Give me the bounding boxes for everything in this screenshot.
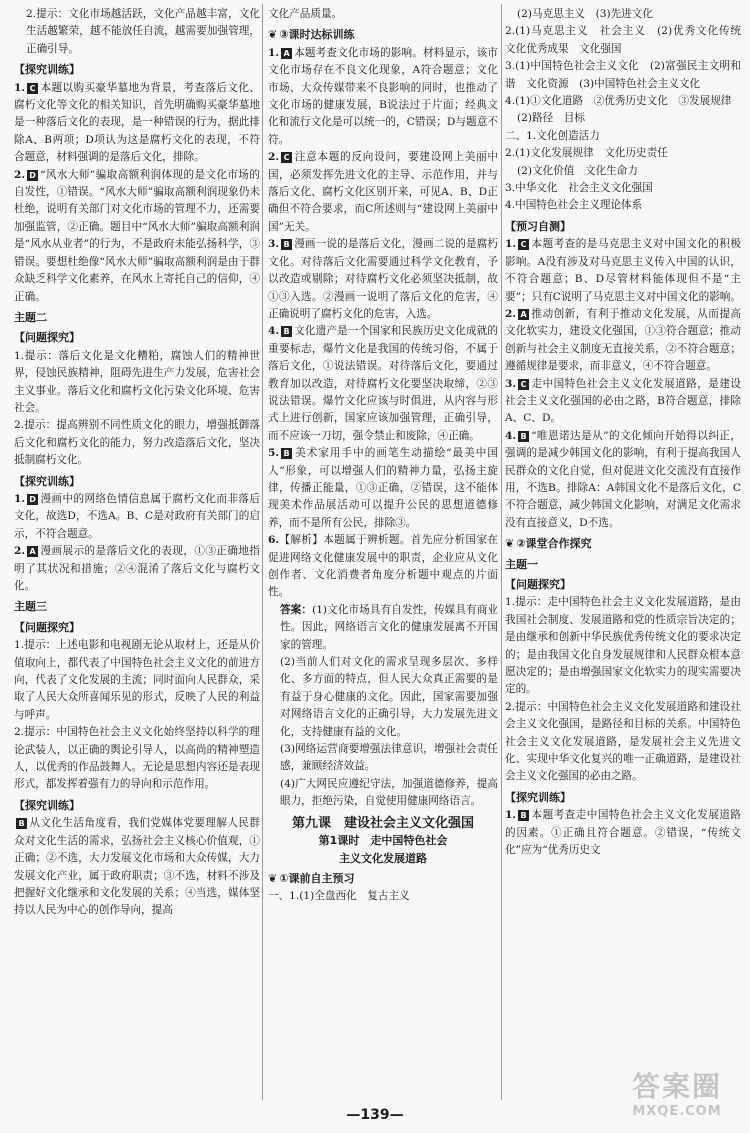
answer-text: (1)文化市场具有自发性，传媒具有商业性。因此，网络语言文化的健康发展离不开国家的管理。	[280, 603, 498, 651]
column-divider	[262, 4, 263, 1100]
chapter-title: 第九课 建设社会主义文化强国	[291, 815, 474, 831]
answer-text: (2)路径 目标	[517, 112, 585, 125]
section-heading: 【探究训练】	[505, 790, 571, 804]
column-3: (2)马克思主义 (3)先进文化 2.(1)马克思主义 社会主义 (2)优秀文化传统 文化优秀成果 文化强国 3.(1)中国特色社会主义文化 (2)富强民主文明和谐 文化资源 (3)中国特色社会主义文化 4.(1)①文化道路 ②优秀历史文化 ③发展规律 (2)路径 目标 二、1.文化创造活力 2.(1)文化发展规律 文化历史责任 (2)文化价值 文化生命力 3.中华文化 社会主义文化强国 4.中国特色社会主义理论体系 【预习自测】 1. C 本题考查的是马克思主义对中国文化的积极影响。A没有涉及对马克思主义传入中国的认识，不符合题意；B、D尽管材料能体现但不是“主要”；只有C说明了马克思主义对中国文化的影响。 2. A 推动创新，有利于推动文化发展，从而提高文化软实力，建设文化强国，①③符合题意；推动创新与社会主义制度无直接关系，②不符合题意；遵循规律是要求，而非意义，④不符合题意。 3. C 走中国特色社会主义文化发展道路，是建设社会主义文化强国的必由之路，B符合题意，排除A、C、D。 4. B “唯恩诺达是从”的文化倾向开始得以纠正，强调的是减少韩国文化的影响，有利于提高我国人民群众的文化自觉，但对促进文化交流没有直接作用，不选B。排除A：A韩国文化不是落后文化，C不符合题意，减少韩国文化影响，对满足文化需求没有直接意义，D不选。 ❦ ②课堂合作探究 主题一 【问题探究】 1.提示：走中国特色社会主义文化发展道路，是由我国社会制度、发展道路和党的性质宗旨决定的；是由继承和创新中华民族优秀传统文化的要求决定的；是由我国文化自身发展规律和人民群众根本意愿决定的；是由增强国家文化软实力的现实需要决定的。 2.提示：中国特色社会主义文化发展道路和建设社会主义文化强国，是路径和目标的关系。中国特色社会主义文化发展道路，是发展社会主义先进文化、实现中华文化复兴的唯一正确道路，是建设社会主义文化强国的必由之路。 【探究训练】 1. B 本题考查走中国特色社会主义文化发展道路的因素。①正确且符合题意。②错误，“传统文化”应为“优秀历史文	[505, 8, 741, 857]
answer-badge: B	[518, 431, 529, 442]
watermark-text: 答案圈	[631, 1070, 722, 1103]
answer-badge: D	[27, 494, 38, 505]
answer-text: (2)文化价值 文化生命力	[517, 164, 638, 177]
theme-heading: 主题三	[14, 600, 47, 614]
answer-badge: B	[518, 810, 529, 821]
answer-badge: A	[281, 48, 292, 59]
answer-text: 本题考查走中国特色社会主义文化发展道路的因素。①正确且符合题意。②错误，“传统文化”应为“优秀历史文	[505, 809, 741, 857]
answer-text: 3.中华文化 社会主义文化强国	[505, 182, 653, 195]
answer-text: “风水大师”骗取高额利润体现的是文化市场的自发性，①错误。“风水大师”骗取高额利润现象仍未杜绝，说明有关部门对文化市场的管理不力，还需要加强监管，②正确。题目中“风水大师”骗取高额利润是“风水从业者”的行为，不是政府未能弘扬科学，③错误。要想杜绝像“风水大师”骗取高额利润是由于群众缺乏科学文化素养，在风水上寄托自己的信仰，④正确。	[14, 168, 260, 303]
answer-text: 漫画中的网络色情信息属于腐朽文化而非落后文化，故选D，不选A。B、C是对政府有关部门的启示，不符合题意。	[14, 492, 260, 540]
answer-badge: A	[518, 309, 529, 320]
answer-text: 美术家用手中的画笔生动描绘“最美中国人”形象，可以增强人们的精神力量，弘扬主旋律，传播正能量，①③正确，②错误，这不能体现美术作品展活动可以提升公民的思想道德修养，而不是所有公民，排除③。	[268, 447, 498, 529]
answer-text: 【解析】本题属于辨析题。首先应分析国家在促进网络文化健康发展中的职责，企业应从文化创作者、文化消费者角度分析题中观点的片面性。	[268, 534, 498, 599]
section-heading: 【探究训练】	[14, 474, 80, 488]
answer-text: 一、1.(1)全盘西化 复古主义	[268, 890, 410, 903]
answer-text: “唯恩诺达是从”的文化倾向开始得以纠正，强调的是减少韩国文化的影响，有利于提高我国人民群众的文化自觉，但对促进文化交流没有直接作用，不选B。排除A：A韩国文化不是落后文化，C不符合题意，减少韩国文化影响，对满足文化需求没有直接意义，D不选。	[505, 429, 741, 529]
answer-text: 文化遗产是一个国家和民族历史文化成就的重要标志，爆竹文化是我国的传统习俗，不属于落后文化，①说法错误。对待落后文化，要通过教育加以改造，对待腐朽文化要坚决取缔，②③说法错误。爆竹文化应该与时俱进，从内容与形式上进行创新，国家应该加强管理，正确引导，而不应该一刀切，强令禁止和废除，④正确。	[268, 325, 498, 442]
answer-text: 推动创新，有利于推动文化发展，从而提高文化软实力，建设文化强国，①③符合题意；推动创新与社会主义制度无直接关系，②不符合题意；遵循规律是要求，而非意义，④不符合题意。	[505, 307, 741, 373]
answer-label: 答案：	[280, 603, 313, 616]
answer-badge: B	[281, 239, 292, 250]
answer-text: 漫画展示的是落后文化的表现，①③正确地指明了其状况和措施；②④混淆了落后文化与腐朽文化。	[14, 545, 260, 592]
section-heading: ③课时达标训练	[279, 28, 355, 42]
answer-badge: C	[518, 239, 529, 250]
answer-text: 2.提示：提高辨别不同性质文化的眼力，增强抵御落后文化和腐朽文化的能力，努力改造落后文化，坚决抵制腐朽文化。	[14, 419, 260, 467]
paragraph: 2.提示：文化市场越活跃，文化产品越丰富，文化生活越繁荣，越不能放任自流，越需要加强管理，正确引导。	[26, 8, 260, 55]
page-number: —139—	[346, 1107, 404, 1123]
leaf-icon: ❦	[505, 537, 515, 551]
section-heading: 【问题探究】	[14, 620, 80, 634]
section-heading: 【预习自测】	[505, 219, 571, 233]
section-heading: 【探究训练】	[14, 798, 80, 812]
answer-text: 3.(1)中国特色社会主义文化 (2)富强民主文明和谐 文化资源 (3)中国特色社会主义文化	[505, 60, 741, 90]
watermark-url: MXQE.COM	[632, 1104, 722, 1119]
section-heading: 【问题探究】	[505, 578, 571, 591]
answer-text: 4.中国特色社会主义理论体系	[505, 199, 643, 212]
paragraph: 文化产品质量。	[268, 8, 343, 20]
answer-text: 从文化生活角度看，我们党媒体党要理解人民群众对文化生活的需求，弘扬社会主义核心价值观，①正确；②不选，大力发展文化市场和大众传媒，大力发展文化产业，属于政府职责；③不选，材料不涉及把握好文化继承和文化发展的关系；④当选，媒体坚持以人民为中心的创作导向，提高	[14, 817, 260, 917]
answer-badge: C	[518, 379, 529, 390]
theme-heading: 主题二	[14, 310, 47, 324]
answer-text: (2)当前人们对文化的需求呈现多层次、多样化、多方面的特点，但人民大众真正需要的是有益于身心健康的文化。因此，国家需要加强对网络语言文化的正确引导，大力发展先进文化，支持健康有益的文化。	[280, 656, 498, 738]
answer-text: 2.提示：中国特色社会主义文化发展道路和建设社会主义文化强国，是路径和目标的关系。中国特色社会主义文化发展道路，是发展社会主义先进文化、实现中华文化复兴的唯一正确道路，是建设社会主义文化强国的必由之路。	[505, 700, 741, 783]
answer-badge: C	[27, 83, 38, 94]
column-2: 文化产品质量。 ❦ ③课时达标训练 1. A 本题考查文化市场的影响。材料显示，该市文化市场存在不良文化现象，A符合题意；文化市场、大众传媒带来不良影响的同时，也推动了文化市场的健康发展，B说法过于片面；经典文化和流行文化是可以统一的，C错误；D与题意不符。 2. C 注意本题的反向设问，要建设网上美丽中国，必须发挥先进文化的主导、示范作用，并与落后文化、腐朽文化区别开来，可见A、B、D正确但不符合要求，而C所述则与“建设网上美丽中国”无关。 3. B 漫画一说的是落后文化，漫画二说的是腐朽文化。对待落后文化需要通过科学文化教育，予以改造或剔除；对待腐朽文化必须坚决抵制，故①③入选。②漫画一说明了落后文化的危害，④正确说明了腐朽文化的危害，入选。 4. B 文化遗产是一个国家和民族历史文化成就的重要标志，爆竹文化是我国的传统习俗，不属于落后文化，①说法错误。对待落后文化，要通过教育加以改造，对待腐朽文化要坚决取缔，②③说法错误。爆竹文化应该与时俱进，从内容与形式上进行创新，国家应该加强管理，正确引导，而不应该一刀切，强令禁止和废除，④正确。 5. B 美术家用手中的画笔生动描绘“最美中国人”形象，可以增强人们的精神力量，弘扬主旋律，传播正能量，①③正确，②错误，这不能体现美术作品展活动可以提升公民的思想道德修养，而不是所有公民，排除③。 6.【解析】本题属于辨析题。首先应分析国家在促进网络文化健康发展中的职责，企业应从文化创作者、文化消费者角度分析题中观点的片面性。 答案：(1)文化市场具有自发性，传媒具有商业性。因此，网络语言文化的健康发展离不开国家的管理。 (2)当前人们对文化的需求呈现多层次、多样化、多方面的特点，但人民大众真正需要的是有益于身心健康的文化。因此，国家需要加强对网络语言文化的正确引导，大力发展先进文化，支持健康有益的文化。 (3)网络运营商要增强法律意识，增强社会责任感，兼顾经济效益。 (4)广大网民应遵纪守法，加强道德修养，提高眼力，拒绝污染，自觉使用健康网络语言。 第九课 建设社会主义文化强国 第1课时 走中国特色社会 主义文化发展道路 ❦ ①课前自主预习 一、1.(1)全盘西化 复古主义	[268, 6, 498, 1104]
answer-text: 本题考查的是马克思主义对中国文化的积极影响。A没有涉及对马克思主义传入中国的认识，不符合题意；B、D尽管材料能体现但不是“主要”；只有C说明了马克思主义对中国文化的影响。	[505, 238, 741, 303]
section-heading: 【探究训练】	[14, 63, 80, 77]
column-1: 2.提示：文化市场越活跃，文化产品越丰富，文化生活越繁荣，越不能放任自流，越需要加强管理，正确引导。 【探究训练】 1. C 本题以购买豪华墓地为背景，考查落后文化、腐朽文化等文化的相关知识，首先明确购买豪华墓地是一种落后文化的表现，是一种错误的行为，据此排除A、B两项；D项认为这是腐朽文化的表现，不符合题意，材料强调的是落后文化，排除。 2. D “风水大师”骗取高额利润体现的是文化市场的自发性，①错误。“风水大师”骗取高额利润现象仍未杜绝，说明有关部门对文化市场的管理不力，还需要加强监管，②正确。题目中“风水大师”骗取高额利润是“风水从业者”的行为，不是政府未能弘扬科学，③错误。要想杜绝像“风水大师”骗取高额利润是由于群众缺乏科学文化素养，在风水上寄托自己的信仰，④正确。 主题二 【问题探究】 1.提示：落后文化是文化糟粕，腐蚀人们的精神世界，侵蚀民族精神，阻碍先进生产力发展，危害社会主义事业。落后文化和腐朽文化污染文化环境、危害社会。 2.提示：提高辨别不同性质文化的眼力，增强抵御落后文化和腐朽文化的能力，努力改造落后文化，坚决抵制腐朽文化。 【探究训练】 1. D 漫画中的网络色情信息属于腐朽文化而非落后文化，故选D，不选A。B、C是对政府有关部门的启示，不符合题意。 2. A 漫画展示的是落后文化的表现，①③正确地指明了其状况和措施；②④混淆了落后文化与腐朽文化。 主题三 【问题探究】 1.提示：上述电影和电视剧无论从取材上，还是从价值取向上，都代表了中国特色社会主义文化的前进方向，代表了文化发展的主流；同时面向人民群众，采取了人民大众所喜闻乐见的形式，反映了人民的利益与呼声。 2.提示：中国特色社会主义文化始终坚持以科学的理论武装人，以正确的舆论引导人，以高尚的精神塑造人，以优秀的作品鼓舞人。无论是思想内容还是表现形式，都发挥着强有力的导向和示范作用。 【探究训练】 B 从文化生活角度看，我们党媒体党要理解人民群众对文化生活的需求，弘扬社会主义核心价值观，①正确；②不选，大力发展文化市场和大众传媒，大力发展文化产业，属于政府职责；③不选，材料不涉及把握好文化继承和文化发展的关系；④当选，媒体坚持以人民为中心的创作导向，提高	[14, 8, 260, 917]
answer-text: 2.提示：中国特色社会主义文化始终坚持以科学的理论武装人，以正确的舆论引导人，以高尚的精神塑造人，以优秀的作品鼓舞人。无论是思想内容还是表现形式，都发挥着强有力的导向和示范作用。	[14, 726, 260, 791]
answer-text: 本题以购买豪华墓地为背景，考查落后文化、腐朽文化等文化的相关知识，首先明确购买豪华墓地是一种落后文化的表现，是一种错误的行为，据此排除A、B两项；D项认为这是腐朽文化的表现，不符合题意，材料强调的是落后文化，排除。	[14, 81, 260, 164]
answer-text: (3)网络运营商要增强法律意识，增强社会责任感，兼顾经济效益。	[280, 743, 498, 773]
answer-text: 二、1.文化创造活力	[505, 129, 600, 142]
answer-text: 1.提示：走中国特色社会主义文化发展道路，是由我国社会制度、发展道路和党的性质宗旨决定的；是由继承和创新中华民族优秀传统文化的要求决定的；是由我国文化自身发展规律和人民群众根本意愿决定的；是由增强国家文化软实力的现实需要决定的。	[505, 596, 741, 696]
answer-text: 走中国特色社会主义文化发展道路，是建设社会主义文化强国的必由之路，B符合题意，排除A、C、D。	[505, 377, 741, 425]
leaf-icon: ❦	[268, 871, 278, 885]
lesson-title: 主义文化发展道路	[339, 851, 427, 865]
answer-text: 2.(1)文化发展规律 文化历史责任	[505, 147, 668, 160]
answer-badge: B	[281, 448, 292, 459]
answer-text: 4.(1)①文化道路 ②优秀历史文化 ③发展规律	[505, 95, 732, 108]
leaf-icon: ❦	[268, 28, 278, 42]
answer-text: 1.提示：上述电影和电视剧无论从取材上，还是从价值取向上，都代表了中国特色社会主义文化的前进方向，代表了文化发展的主流；同时面向人民群众，采取了人民大众所喜闻乐见的形式，反映了人民的利益与呼声。	[14, 639, 260, 721]
lesson-title: 第1课时 走中国特色社会	[318, 834, 448, 848]
section-heading: ①课前自主预习	[279, 871, 355, 885]
answer-text: 2.(1)马克思主义 社会主义 (2)优秀文化传统 文化优秀成果 文化强国	[505, 25, 741, 55]
answer-text: (2)马克思主义 (3)先进文化	[517, 8, 653, 20]
answer-badge: A	[27, 546, 38, 557]
answer-text: 漫画一说的是落后文化，漫画二说的是腐朽文化。对待落后文化需要通过科学文化教育，予以改造或剔除；对待腐朽文化必须坚决抵制，故①③入选。②漫画一说明了落后文化的危害，④正确说明了腐朽文化的危害，入选。	[268, 238, 498, 320]
answer-badge: B	[16, 818, 27, 829]
answer-text: (4)广大网民应遵纪守法，加强道德修养，提高眼力，拒绝污染，自觉使用健康网络语言。	[280, 777, 498, 808]
section-heading: ②课堂合作探究	[516, 537, 592, 551]
answer-text: 注意本题的反向设问，要建设网上美丽中国，必须发挥先进文化的主导、示范作用，并与落后文化、腐朽文化区别开来，可见A、B、D正确但不符合要求，而C所述则与“建设网上美丽中国”无关。	[268, 151, 498, 233]
answer-text: 1.提示：落后文化是文化糟粕，腐蚀人们的精神世界，侵蚀民族精神，阻碍先进生产力发展，危害社会主义事业。落后文化和腐朽文化污染文化环境、危害社会。	[14, 349, 260, 414]
section-heading: 【问题探究】	[14, 331, 80, 345]
theme-heading: 主题一	[505, 557, 538, 571]
answer-badge: B	[281, 326, 292, 337]
watermark-logo	[612, 1071, 742, 1127]
answer-badge: C	[281, 152, 292, 163]
column-divider	[501, 4, 502, 1100]
answer-badge: D	[27, 170, 38, 181]
answer-text: 本题考查文化市场的影响。材料显示，该市文化市场存在不良文化现象，A符合题意；文化市场、大众传媒带来不良影响的同时，也推动了文化市场的健康发展，B说法过于片面；经典文化和流行文化是可以统一的，C错误；D与题意不符。	[268, 46, 498, 146]
